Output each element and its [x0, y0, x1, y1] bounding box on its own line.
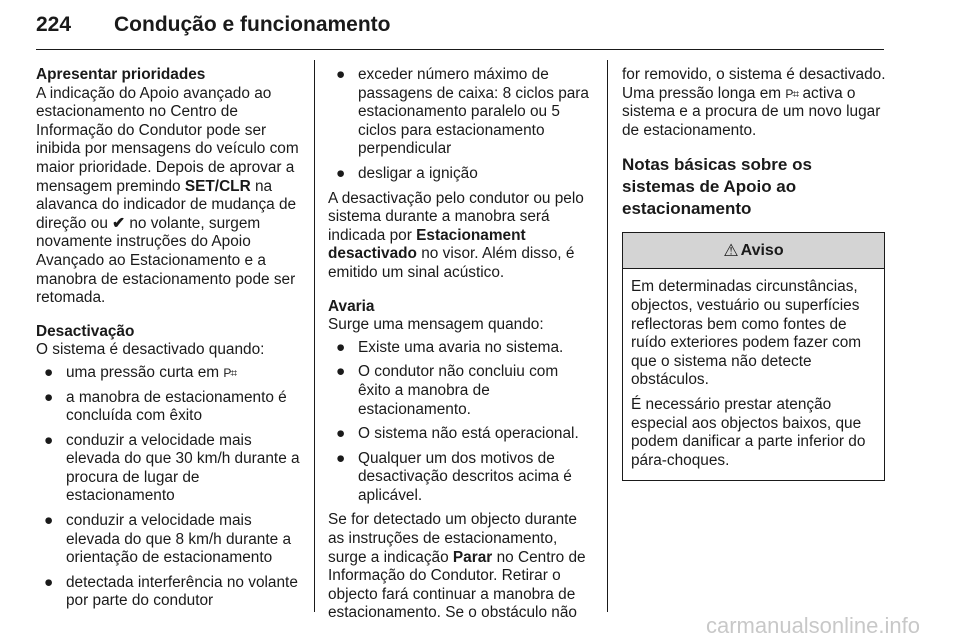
warning-body [623, 269, 884, 480]
priorities-text-1: A indicação do Apoio avançado ao estacionamento no Centro de Informação do Condutor pode ser inibida por mensagens do veículo com maior prioridade. Depois de aprovar a mensagem premindo [36, 84, 299, 195]
fault-heading: Avaria [328, 297, 375, 315]
priorities-text-3: no volante, surgem novamente instruções do Apoio Avançado ao Estacionamento e a manobra de estacionamento pode ser retomada. [36, 214, 296, 307]
column-2 [328, 66, 594, 623]
list-item: ● Qualquer um dos motivos de desactivação descritos acima é aplicável. [336, 449, 572, 504]
list-item: ● a manobra de estacionamento é concluída com êxito [44, 388, 287, 425]
priorities-heading: Apresentar prioridades [36, 66, 206, 83]
chapter-title: Condução e funcionamento [114, 13, 391, 36]
continuation-paragraph: for removido, o sistema é desactivado. Uma pressão longa em P⌗ activa o sistema e a procura de um novo lugar de estacionamento. [622, 66, 886, 139]
deactivation-heading: Desactivação [36, 322, 135, 340]
list-item: ● exceder número máximo de passagens de caixa: 8 ciclos para estacionamento paralelo ou 5 ciclos para estacionamento perpendicular [336, 66, 589, 158]
fault-list [328, 339, 594, 506]
parking-assist-icon: P⌗ [785, 86, 799, 101]
parking-assist-icon: P⌗ [223, 365, 237, 380]
list-item: ● conduzir a velocidade mais elevada do que 30 km/h durante a procura de lugar de estacionamento [44, 431, 300, 505]
section-heading: Notas básicas sobre os sistemas de Apoio ao estacionamento [622, 155, 812, 219]
deactivation-notice: A desactivação pelo condutor ou pelo sistema durante a manobra será indicada por Estacionament desactivado no visor. Além disso, é emitido um sinal acústico. [328, 189, 584, 281]
list-item: ● desligar a ignição [336, 164, 478, 182]
warning-paragraph-2: É necessário prestar atenção especial aos objectos baixos, que podem danificar a parte inferior do pára-choques. [631, 395, 866, 469]
column-3 [622, 66, 888, 481]
priorities-text-2: na alavanca do indicador de mudança de direção ou [36, 177, 297, 232]
column-divider-2 [607, 60, 608, 612]
deactivation-list-cont [328, 66, 594, 184]
deactivation-intro: O sistema é desactivado quando: [36, 341, 265, 359]
warning-box [622, 232, 885, 481]
obstacle-paragraph: Se for detectado um objecto durante as instruções de estacionamento, surge a indicação Parar no Centro de Informação do Condutor. Retirar o objecto fará continuar a manobra de estacionamento. Se o obstáculo não [328, 511, 586, 622]
priorities-paragraph [36, 85, 302, 308]
display-message-stop: Parar [452, 548, 493, 566]
column-divider-1 [314, 60, 315, 612]
list-item: ● conduzir a velocidade mais elevada do que 8 km/h durante a orientação de estacionamento [44, 512, 292, 567]
warning-header [623, 233, 884, 269]
list-item: ● O sistema não está operacional. [336, 425, 579, 443]
display-message-deactivated: Estacionament desactivado [328, 226, 526, 263]
list-item: ● uma pressão curta em P⌗ [44, 363, 237, 381]
list-item: ● Existe uma avaria no sistema. [336, 338, 564, 356]
set-clr-key: SET/CLR [184, 177, 251, 195]
watermark: carmanualsonline.info [705, 613, 920, 639]
deactivation-list [36, 364, 302, 611]
column-1 [36, 66, 302, 617]
warning-paragraph-1: Em determinadas circunstâncias, objectos, vestuário ou superfícies reflectoras bem como fontes de ruído exteriores podem fazer com que o sistema não detecte obstáculos. [631, 278, 862, 389]
warning-label: Aviso [740, 241, 784, 259]
fault-intro: Surge uma mensagem quando: [328, 316, 544, 334]
page-number: 224 [36, 13, 72, 36]
warning-triangle-icon: ⚠ [723, 240, 739, 260]
page-header [36, 4, 884, 50]
check-icon: ✔ [112, 214, 126, 232]
list-item: ● detectada interferência no volante por parte do condutor [44, 573, 298, 610]
list-item: ● O condutor não concluiu com êxito a manobra de estacionamento. [336, 363, 559, 418]
